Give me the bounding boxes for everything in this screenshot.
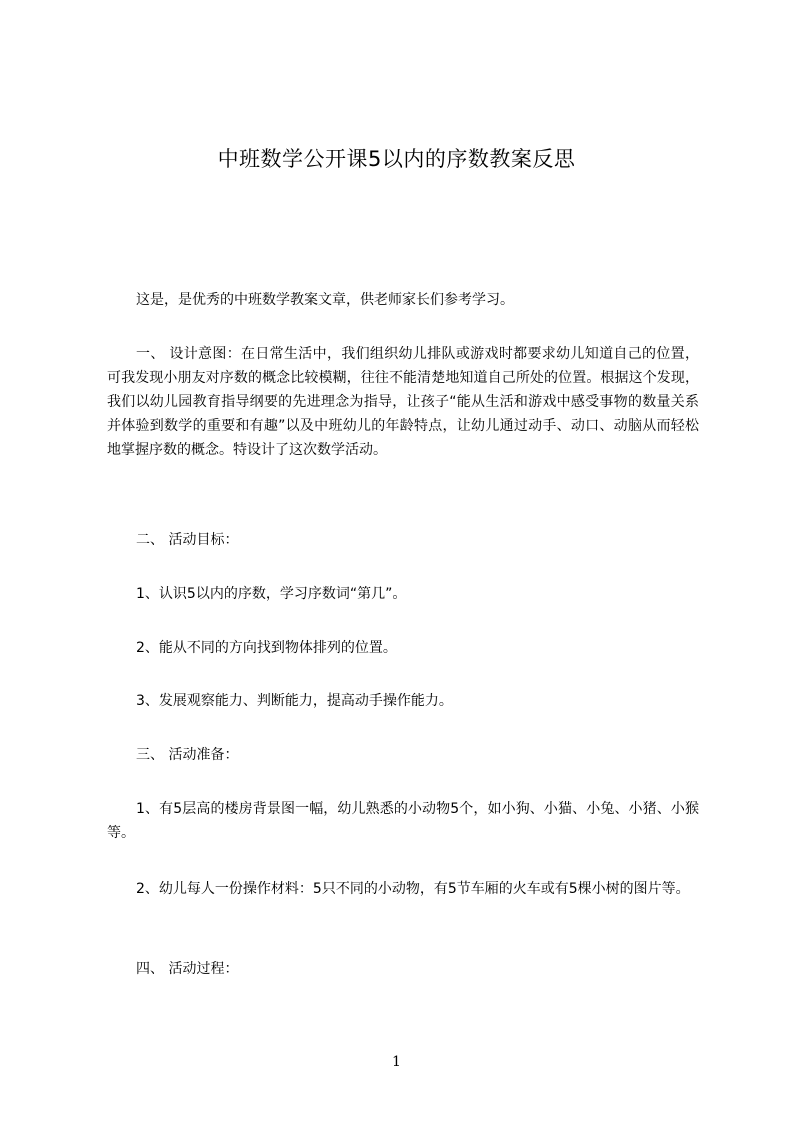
page-number: 1 [392, 1054, 401, 1070]
goal-item-3: 3、发展观察能力、判断能力，提高动手操作能力。 [136, 693, 453, 709]
goal-item-2: 2、能从不同的方向找到物体排列的位置。 [136, 640, 397, 656]
design-intent-paragraph: 一、 设计意图：在日常生活中，我们组织幼儿排队或游戏时都要求幼儿知道自己的位置，可我发现小朋友对序数的概念比较模糊，往往不能清楚地知道自己所处的位置。根据这个发现，我们以幼儿园教育指导纲要的先进理念为指导，让孩子“能从生活和游戏中感受事物的数量关系并体验到数学的重要和有趣”以及中班幼儿的年龄特点，让幼儿通过动手、动口、动脑从而轻松地掌握序数的概念。特设计了这次数学活动。 [107, 346, 699, 458]
preparation-item-2: 2、幼儿每人一份操作材料：5只不同的小动物，有5节车厢的火车或有5棵小树的图片等。 [136, 881, 690, 897]
preparation-item-1: 1、有5层高的楼房背景图一幅，幼儿熟悉的小动物5个，如小狗、小猫、小兔、小猪、小猴等。 [107, 801, 699, 841]
preparation-heading: 三、 活动准备： [136, 747, 239, 763]
intro-paragraph: 这是，是优秀的中班数学教案文章，供老师家长们参考学习。 [136, 292, 514, 308]
process-heading: 四、 活动过程： [136, 961, 239, 977]
goals-heading: 二、 活动目标： [136, 532, 239, 548]
goal-item-1: 1、认识5以内的序数，学习序数词“第几”。 [136, 586, 407, 602]
document-title: 中班数学公开课5以内的序数教案反思 [217, 147, 576, 171]
